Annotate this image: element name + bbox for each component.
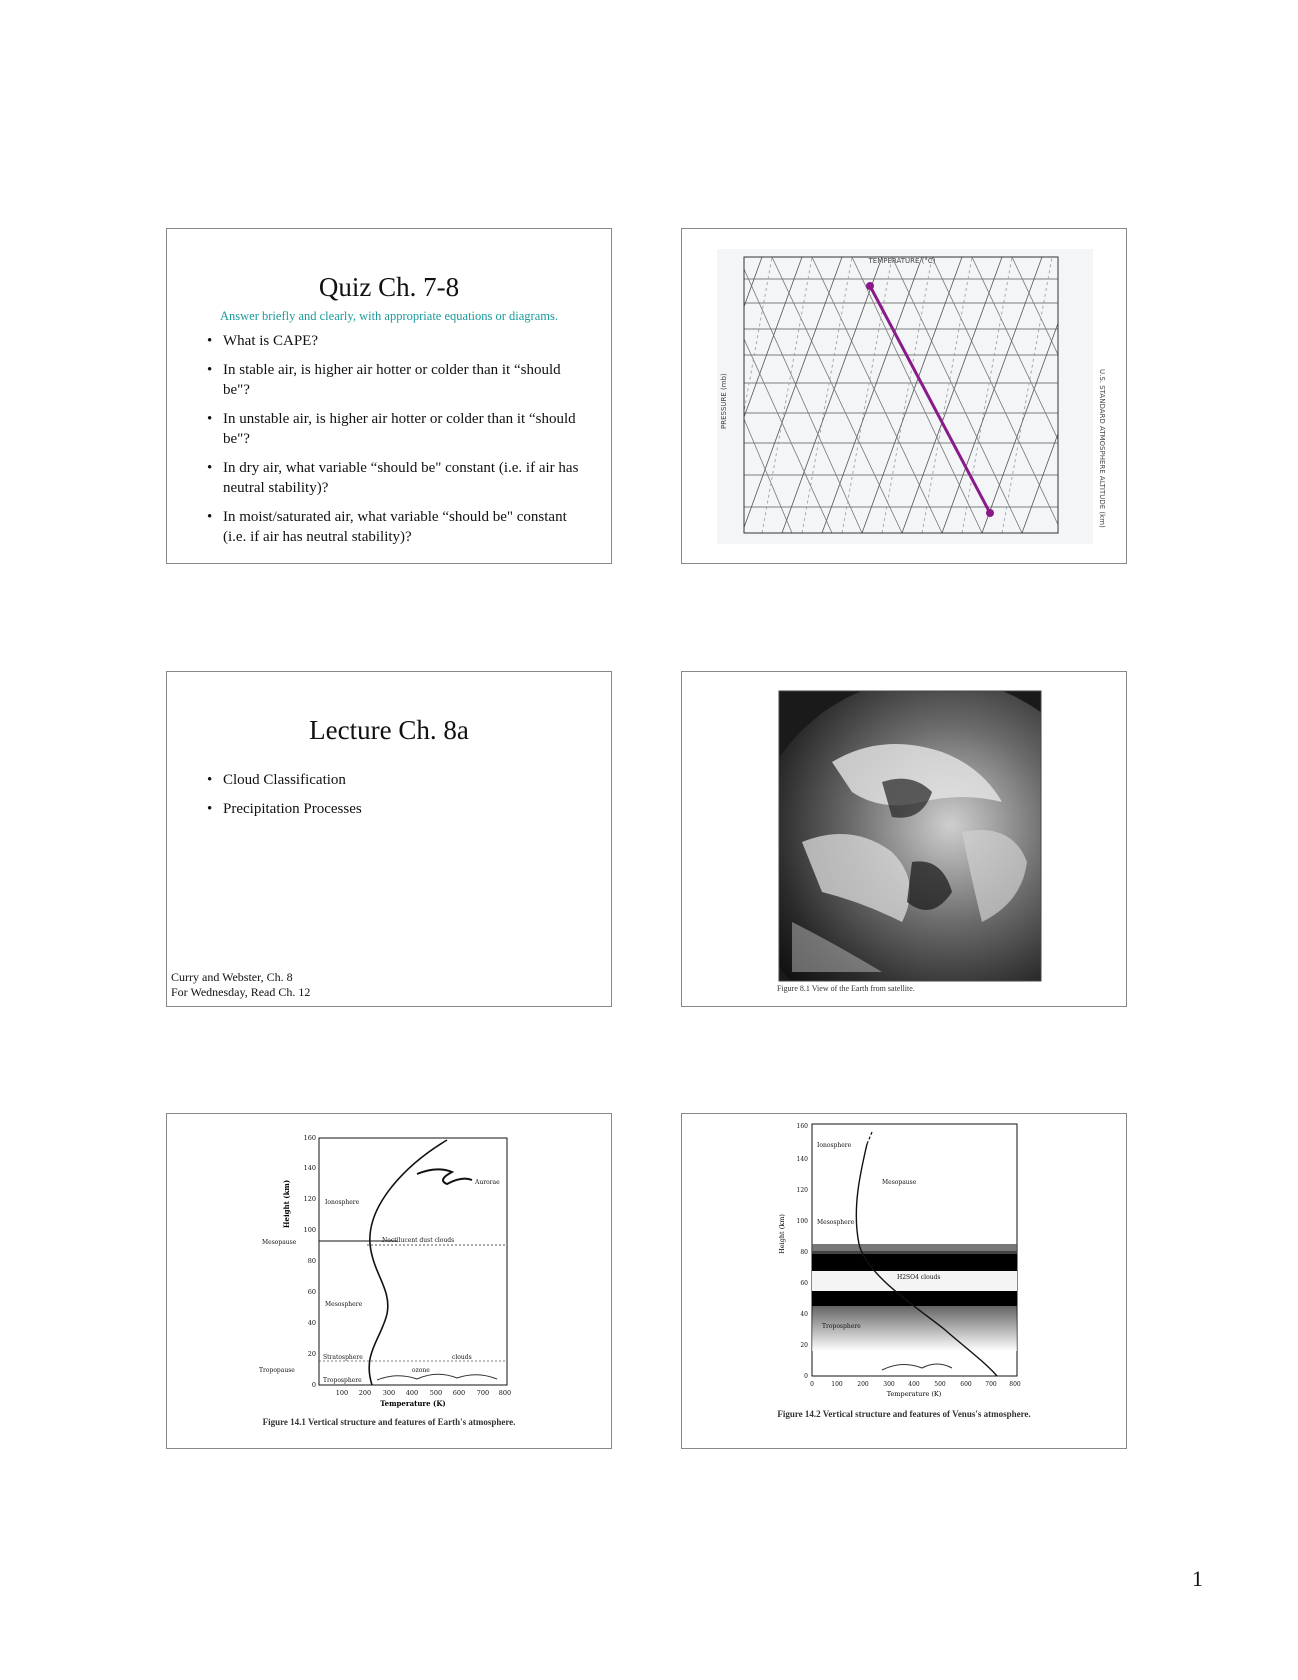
label-h2so4-clouds: H2SO4 clouds [897, 1274, 941, 1281]
label-noctilucent-clouds: Noctilucent dust clouds [382, 1237, 455, 1244]
bullet-list [205, 331, 585, 556]
y-tick-label: 40 [800, 1311, 808, 1318]
x-tick-label: 0 [810, 1381, 814, 1388]
sounding-bottom-point [986, 509, 994, 517]
y-tick-label: 20 [800, 1342, 808, 1349]
x-tick-label: 100 [335, 1389, 349, 1397]
slide-title: Lecture Ch. 8a [309, 715, 469, 745]
label-ozone: ozone [412, 1367, 430, 1374]
y-tick-label: 100 [303, 1226, 316, 1234]
page-number: 1 [1192, 1566, 1203, 1591]
y-tick-label: 20 [307, 1350, 316, 1358]
y-tick-label: 140 [796, 1156, 808, 1163]
label-mesopause: Mesopause [262, 1239, 297, 1246]
label-ionosphere: Ionosphere [325, 1199, 360, 1206]
y-tick-label: 80 [307, 1257, 316, 1265]
skewt-figure [682, 229, 1127, 564]
list-item: • Cloud Classification [205, 770, 585, 790]
label-mesosphere: Mesosphere [817, 1219, 855, 1226]
y-tick-label: 0 [311, 1381, 316, 1389]
earth-photo [682, 672, 1127, 1007]
venus-atmosphere-chart [682, 1114, 1127, 1449]
right-axis-label: U.S. STANDARD ATMOSPHERE ALTITUDE (km) [1098, 369, 1106, 528]
label-troposphere: Troposphere [323, 1377, 362, 1384]
list-item: • In unstable air, is higher air hotter or colder than it “should be"? [205, 409, 585, 449]
sounding-top-point [866, 282, 874, 290]
x-tick-label: 400 [908, 1381, 920, 1388]
figure-caption: Figure 14.1 Vertical structure and features of Earth's atmosphere. [262, 1417, 516, 1427]
footnote: Curry and Webster, Ch. 8 [171, 970, 293, 984]
left-axis-label: PRESSURE (mb) [720, 373, 728, 429]
footnote: For Wednesday, Read Ch. 12 [171, 985, 311, 999]
y-tick-label: 60 [800, 1280, 808, 1287]
list-item: • What is CAPE? [205, 331, 585, 351]
label-aurorae: Aurorae [475, 1179, 500, 1186]
earth-atmosphere-chart [167, 1114, 612, 1449]
y-tick-label: 60 [307, 1288, 316, 1296]
list-item: • In dry air, what variable “should be" constant (i.e. if air has neutral stability)? [205, 458, 585, 498]
slide-subtitle: Answer briefly and clearly, with appropriate equations or diagrams. [220, 309, 558, 323]
top-axis-label: TEMPERATURE (°C) [868, 257, 936, 265]
slide-venus-atmosphere [681, 1113, 1127, 1449]
label-mesosphere: Mesosphere [325, 1301, 363, 1308]
label-stratosphere: Stratosphere [323, 1354, 363, 1361]
x-axis-label: Temperature (K) [380, 1399, 446, 1408]
label-clouds: clouds [452, 1354, 472, 1361]
label-tropopause: Tropopause [259, 1367, 295, 1374]
aurora-squiggle [417, 1169, 472, 1184]
label-ionosphere: Ionosphere [817, 1142, 852, 1149]
list-item: • In stable air, is higher air hotter or colder than it “should be"? [205, 360, 585, 400]
x-tick-label: 100 [831, 1381, 843, 1388]
y-tick-label: 160 [796, 1123, 808, 1130]
x-tick-label: 500 [429, 1389, 443, 1397]
slide-skewt-diagram [681, 228, 1127, 564]
slide-earth-photo [681, 671, 1127, 1007]
y-tick-label: 120 [796, 1187, 808, 1194]
x-tick-label: 300 [883, 1381, 895, 1388]
x-tick-label: 600 [452, 1389, 466, 1397]
y-tick-label: 160 [303, 1134, 316, 1142]
temperature-profile [369, 1140, 447, 1385]
x-tick-label: 400 [405, 1389, 419, 1397]
y-tick-label: 140 [303, 1164, 316, 1172]
x-tick-label: 700 [985, 1381, 997, 1388]
figure-caption: Figure 8.1 View of the Earth from satellite. [777, 984, 915, 993]
y-tick-label: 100 [796, 1218, 808, 1225]
slide-title: Quiz Ch. 7-8 [318, 272, 460, 302]
label-mesopause: Mesopause [882, 1179, 917, 1186]
x-tick-label: 500 [934, 1381, 946, 1388]
list-item: • Precipitation Processes [205, 799, 585, 819]
x-tick-label: 600 [960, 1381, 972, 1388]
y-axis-label: Height (km) [282, 1179, 291, 1229]
y-axis-label: Height (km) [778, 1214, 786, 1254]
label-troposphere: Troposphere [822, 1323, 861, 1330]
x-axis-label: Temperature (K) [886, 1390, 942, 1398]
x-tick-label: 200 [857, 1381, 869, 1388]
x-tick-label: 200 [358, 1389, 372, 1397]
slide-earth-atmosphere [166, 1113, 612, 1449]
figure-caption: Figure 14.2 Vertical structure and features of Venus's atmosphere. [777, 1409, 1031, 1419]
y-tick-label: 120 [303, 1195, 316, 1203]
bullet-list [205, 770, 585, 828]
slide-quiz [166, 228, 612, 564]
x-tick-label: 300 [382, 1389, 396, 1397]
y-tick-label: 40 [307, 1319, 316, 1327]
x-tick-label: 800 [498, 1389, 512, 1397]
x-tick-label: 800 [1009, 1381, 1021, 1388]
y-tick-label: 0 [804, 1373, 808, 1380]
y-tick-label: 80 [800, 1249, 808, 1256]
x-tick-label: 700 [476, 1389, 490, 1397]
slide-lecture [166, 671, 612, 1007]
list-item: • In moist/saturated air, what variable “should be" constant (i.e. if air has neutral stability)? [205, 507, 585, 547]
